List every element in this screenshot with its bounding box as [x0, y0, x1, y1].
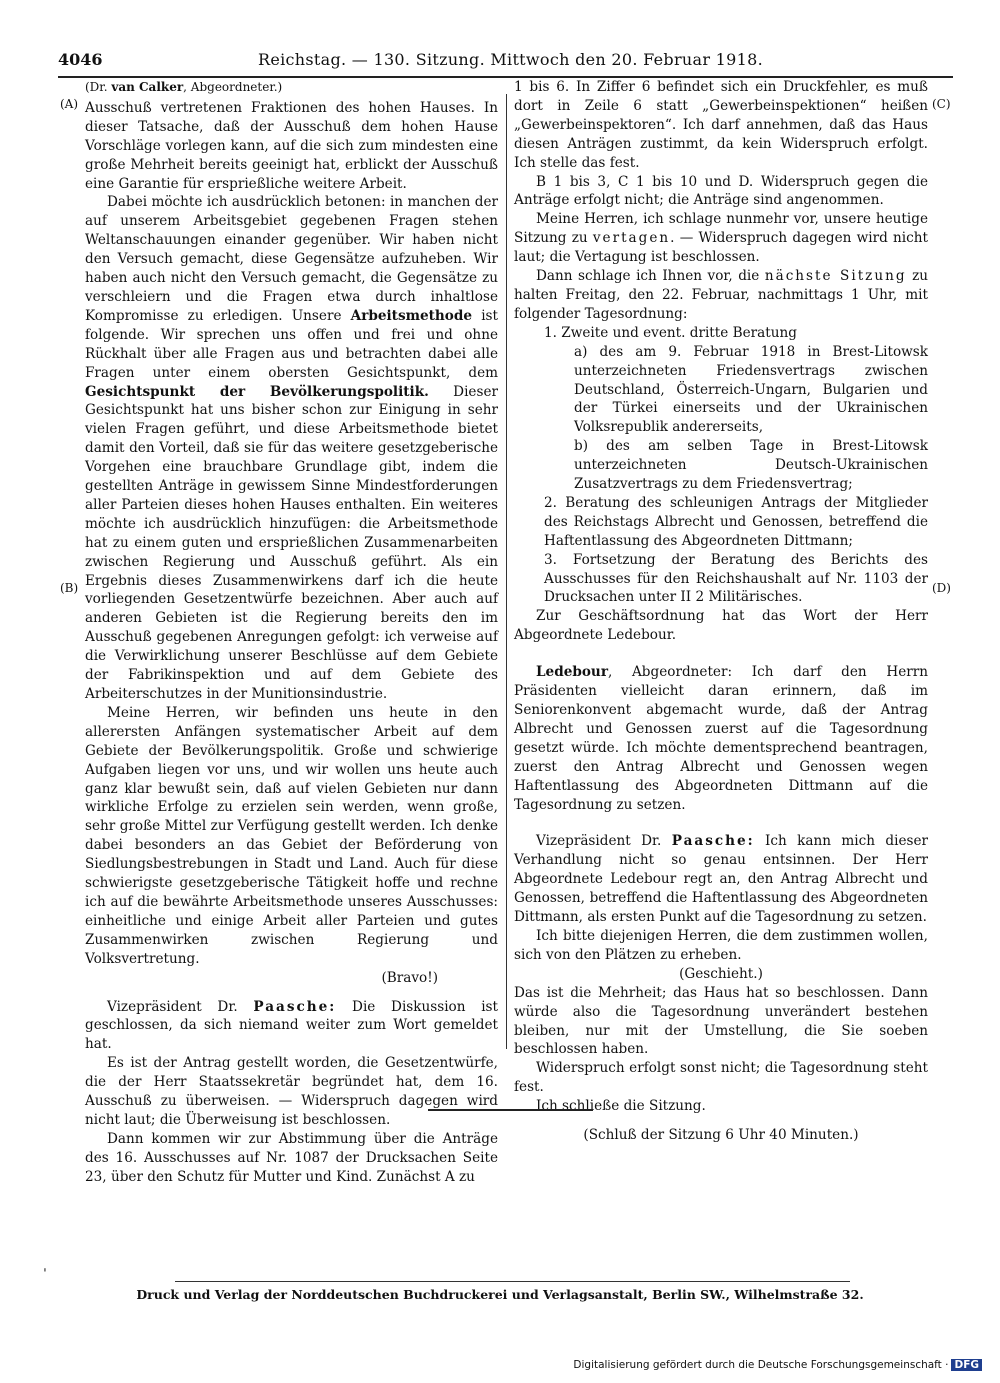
- right-column: [514, 78, 928, 1145]
- end-rule: [428, 1109, 593, 1111]
- dfg-logo: DFG: [951, 1359, 982, 1371]
- agenda-item: 3. Fortsetzung der Beratung des Berichts des Ausschusses für den Reichshaushalt auf Nr. 1103 der Drucksachen unter II 2 Militärisches.: [544, 551, 928, 606]
- paragraph: Zur Geschäftsordnung hat das Wort der Herr Abgeordnete Ledebour.: [514, 608, 928, 644]
- margin-mark-d: (D): [932, 581, 951, 595]
- margin-mark-a: (A): [60, 97, 79, 111]
- paragraph: Ledebour, Abgeordneter: Ich darf den Herrn Präsidenten vielleicht daran erinnern, daß im Seniorenkonvent abgemacht wurde, daß der Antrag Albrecht und Genossen zuerst auf die Tagesordnung gesetzt würde. Ich möchte dementsprechend beantragen, zuerst den Antrag Albrecht und Genossen wegen Haftentlassung des Abgeordneten Dittmann auf die Tagesordnung zu setzen.: [514, 664, 928, 813]
- agenda-subitem: a) des am 9. Februar 1918 in Brest-Litowsk unterzeichneten Friedensvertrags zwischen Deutschland, Österreich-Ungarn, Bulgarien und der Türkei einerseits und der Ukrainischen Volksrepublik andererseits,: [574, 343, 928, 436]
- agenda-item: 1. Zweite und event. dritte Beratung: [544, 324, 797, 341]
- dfg-credit: [573, 1359, 982, 1371]
- page-number: 4046: [58, 50, 103, 69]
- footer-rule: [175, 1281, 850, 1282]
- left-column: [85, 78, 498, 1187]
- paragraph: Dann kommen wir zur Abstimmung über die Anträge des 16. Ausschusses auf Nr. 1087 der Drucksachen Seite 23, über den Schutz für Mutter und Kind. Zunächst A zu: [85, 1130, 498, 1185]
- speaker-line: (Dr. van Calker, Abgeordneter.): [85, 80, 283, 94]
- paragraph: 1 bis 6. In Ziffer 6 befindet sich ein Druckfehler, es muß dort in Zeile 6 statt „Gewerbeinspektionen“ heißen „Gewerbeinspektoren“. Ich darf annehmen, daß das Haus diesen Anträgen zustimmt, da kein Widerspruch erfolgt. Ich stelle das fest.: [514, 79, 928, 171]
- interjection: (Geschieht.): [679, 965, 763, 982]
- page-header: [58, 50, 953, 74]
- paragraph: Widerspruch erfolgt sonst nicht; die Tagesordnung steht fest.: [514, 1060, 928, 1096]
- paragraph: Vizepräsident Dr. Paasche: Ich kann mich dieser Verhandlung nicht so genau entsinnen. Der Herr Abgeordnete Ledebour regt an, den Antrag Albrecht und Genossen, betreffend die Haftentlassung des Abgeordneten Dittmann, als ersten Punkt auf die Tagesordnung zu setzen.: [514, 833, 929, 926]
- margin-mark-c: (C): [932, 97, 951, 111]
- paragraph: Vizepräsident Dr. Paasche: Die Diskussion ist geschlossen, da sich niemand weiter zum Wort gemeldet hat.: [85, 998, 498, 1053]
- margin-mark-b: (B): [60, 581, 79, 595]
- running-title: Reichstag. — 130. Sitzung. Mittwoch den 20. Februar 1918.: [258, 50, 763, 69]
- paragraph: B 1 bis 3, C 1 bis 10 und D. Widerspruch gegen die Anträge erfolgt nicht; die Anträge sind angenommen.: [514, 173, 928, 209]
- stray-mark: ˈ: [43, 1267, 47, 1283]
- paragraph: Das ist die Mehrheit; das Haus hat so beschlossen. Dann würde also die Tagesordnung unverändert bestehen bleiben, nur mit der Umstellung, die Sie soeben beschlossen haben.: [514, 984, 928, 1058]
- agenda-subitem: b) des am selben Tage in Brest-Litowsk unterzeichneten Deutsch-Ukrainischen Zusatzvertrags zu dem Friedensvertrag;: [574, 438, 928, 493]
- paragraph: Es ist der Antrag gestellt worden, die Gesetzentwürfe, die der Herr Staatssekretär begründet hat, dem 16. Ausschuß zu überweisen. — Widerspruch dagegen wird nicht laut; die Überweisung ist beschlossen.: [85, 1055, 498, 1128]
- paragraph: Meine Herren, wir befinden uns heute in den allerersten Anfängen systematischer Arbeit auf dem Gebiete der Bevölkerungspolitik. Große und schwierige Aufgaben liegen vor uns, und wir wollen uns heute auch ganz klar bewußt sein, daß auf vielen Gebieten nur dann wirkliche Erfolge zu erzielen sein werden, wenn große, sehr große Mittel zur Verfügung gestellt werden. Ich denke dabei besonders an das Gebiet der Beförderung von Siedlungsbestrebungen in Stadt und Land. Auch für diese schwierigste gesetzgeberische Tätigkeit hoffe und rechne ich auf die bewährte Arbeitsmethode unseres Ausschusses: einheitliche und einige Arbeit aller Parteien und gutes Zusammenwirken zwischen Regierung und Volksvertretung.: [85, 704, 498, 967]
- imprint: Druck und Verlag der Norddeutschen Buchdruckerei und Verlagsanstalt, Berlin SW., Wilhelmstraße 32.: [136, 1287, 864, 1302]
- agenda-item: 2. Beratung des schleunigen Antrags der Mitglieder des Reichstags Albrecht und Genossen, betreffend die Haftentlassung des Abgeordneten Dittmann;: [544, 494, 928, 549]
- closing-note: (Schluß der Sitzung 6 Uhr 40 Minuten.): [583, 1127, 859, 1144]
- paragraph: Dann schlage ich Ihnen vor, die nächste Sitzung zu halten Freitag, den 22. Februar, nachmittags 1 Uhr, mit folgender Tagesordnung:: [514, 268, 928, 322]
- paragraph: Ich bitte diejenigen Herren, die dem zustimmen wollen, sich von den Plätzen zu erheben.: [514, 927, 928, 963]
- paragraph: Dabei möchte ich ausdrücklich betonen: in manchen der auf unserem Arbeitsgebiet gegebenen Fragen stehen Weltanschauungen einander gegenüber. Wir haben nicht den Versuch gemacht, diese Gegensätze aufzuheben. Wir haben auch nicht den Versuch gemacht, die Gegensätze zu verschleiern und die Fragen etwa durch inhaltlose Kompromisse zu erledigen. Unsere Arbeitsmethode ist folgende. Wir sprechen uns offen und frei und ohne Rückhalt über alle Fragen aus und betrachten dabei alle Fragen unter einem obersten Gesichtspunkt, dem Gesichtspunkt der Bevölkerungspolitik. Dieser Gesichtspunkt hat uns bisher schon zur Einigung in sehr vielen Fragen geführt, und diese Arbeitsmethode bietet damit den Vorteil, daß sie für das weitere gesetzgeberische Vorgehen eine brauchbare Grundlage gibt, indem die gestellten Anträge in gewissem Sinne Mindestforderungen aller Parteien dieses hohen Hauses enthalten. Ein weiteres möchte ich ausdrücklich hinzufügen: die Arbeitsmethode hat zu einem guten und ersprießlichen Zusammenarbeiten zwischen Regierung und Ausschuß geführt. Als ein Ergebnis dieses Zusammenwirkens darf ich die heute vorliegenden Gesetzentwürfe bezeichnen. Aber auch auf anderen Gebieten ist die Regierung bereits den im Ausschuß gegebenen Anregungen gefolgt: ich verweise auf die Verwirklichung unserer Beschlüsse auf dem Gebiete der Fabrikinspektion und auf dem Gebiete des Arbeiterschutzes in der Munitionsindustrie.: [85, 194, 498, 702]
- column-divider: [506, 94, 507, 1049]
- paragraph: Ausschuß vertretenen Fraktionen des hohen Hauses. In dieser Tatsache, daß der Ausschuß dem hohen Hause Vorschläge vorlegen kann, auf die sich zum mindesten eine große Mehrheit bereits geeinigt hat, erblickt der Ausschuß eine Garantie für ersprießliche weitere Arbeit.: [85, 99, 498, 192]
- paragraph: Ich schließe die Sitzung.: [536, 1098, 706, 1115]
- interjection: (Bravo!): [381, 969, 438, 986]
- dfg-credit-text: Digitalisierung gefördert durch die Deutsche Forschungsgemeinschaft ·: [573, 1359, 949, 1371]
- paragraph: Meine Herren, ich schlage nunmehr vor, unsere heutige Sitzung zu vertagen. — Widerspruch dagegen wird nicht laut; die Vertagung ist beschlossen.: [514, 211, 928, 266]
